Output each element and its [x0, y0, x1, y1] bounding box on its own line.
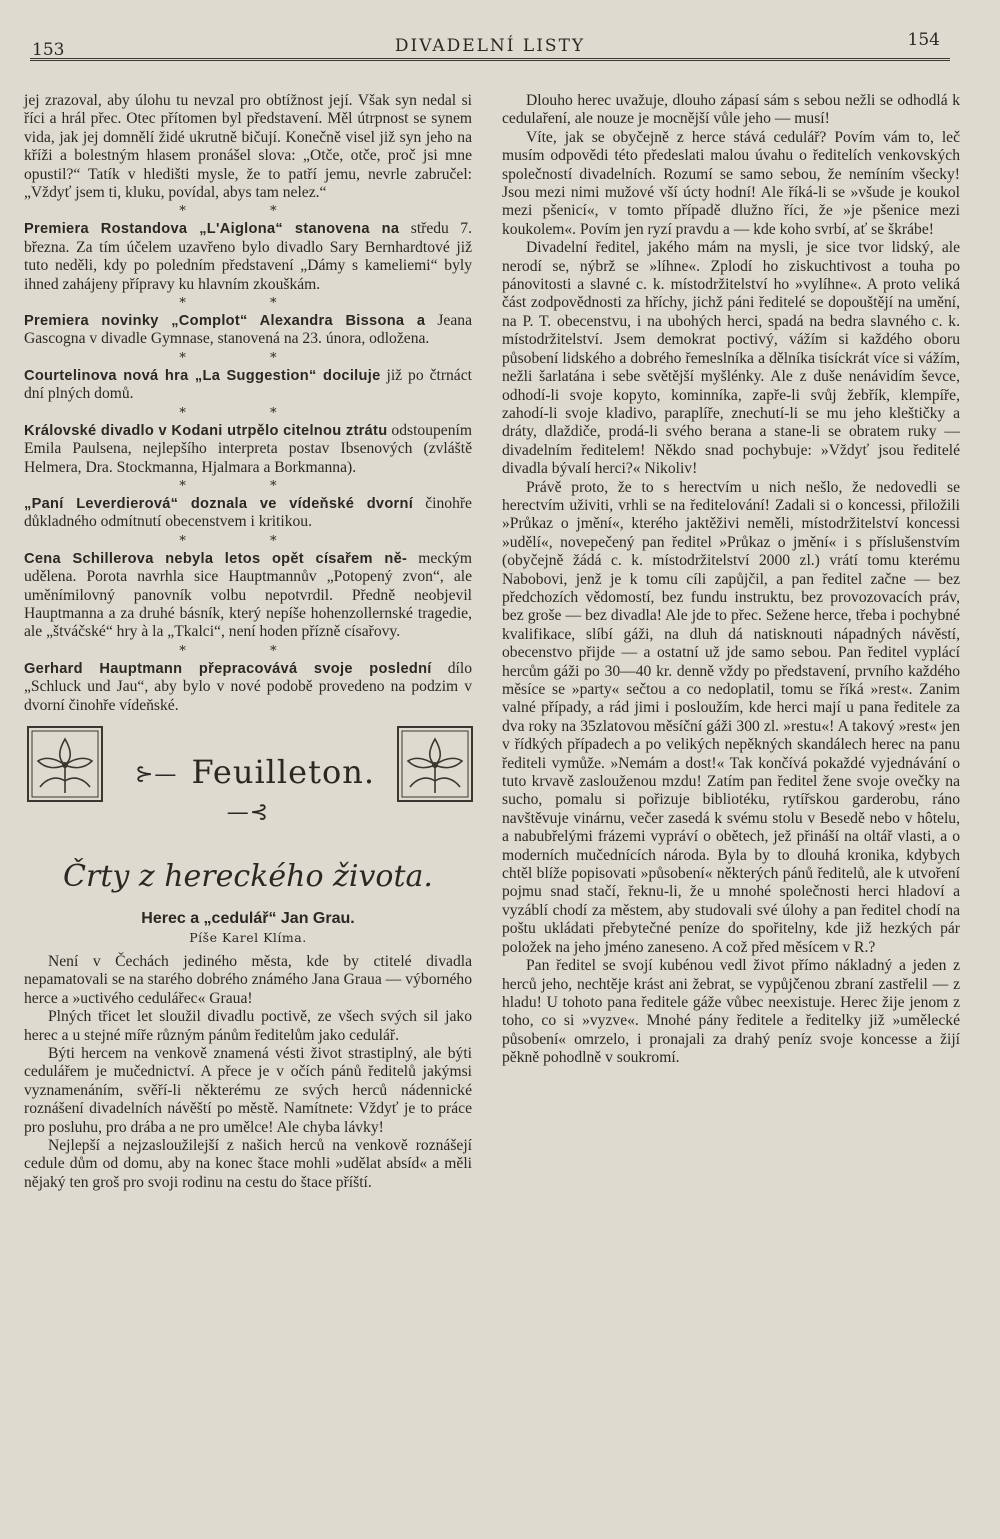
news-text: Jeana Gascogna v divadle Gymnase, stanovená na 23. února, odložena. — [24, 312, 472, 348]
article-paragraph: Býti hercem na venkově znamená vésti život strastiplný, ale býti cedulářem je mučednictví. A přece je v očích pánů ředitelů jakýmsi vyznamenáním, svěří-li některému ze svých herců nádennické roznášení divadelních návěští po městě. Namítnete: Vždyť je to práce pro posluhu, pro drába a ne pro umělce! Ale chyba lávky! — [24, 1045, 472, 1136]
right-column — [502, 92, 960, 1068]
separator: * * — [179, 533, 317, 549]
separator: * * — [179, 350, 317, 366]
news-item — [24, 367, 472, 404]
news-headline: Premiera novinky „Complot“ Alexandra Bissona a — [24, 313, 426, 330]
separator: * * — [179, 405, 317, 421]
article-author: Píše Karel Klíma. — [189, 929, 307, 945]
feuilleton-title: Feuilleton. — [191, 752, 375, 791]
news-text: meckým udělena. Porota navrhla sice Hauptmannův „Potopený zvon“, ale uměnímilovný panovník volbu nepotvrdil. Předně neobjevil Hauptmanna a za druhé básník, který nepíše hohenzollernské tragedie, ale „štváčské“ hry à la „Tkalci“, není hoden přízně císařovy. — [24, 549, 472, 641]
separator: * * — [179, 478, 317, 494]
news-text: dílo „Schluck und Jau“, aby bylo v nové podobě provedeno na podzim v dvorní činohře vídeňské. — [24, 659, 472, 714]
news-item — [24, 660, 472, 715]
feuilleton-title-row — [104, 753, 392, 829]
page-number-left: 153 — [32, 40, 65, 60]
news-item — [24, 495, 472, 532]
news-text: odstoupením Emila Paulsena, nejlepšího interpreta postav Ibsenových (zvláště Helmera, Dra. Stockmanna, Hjalmara a Borkmanna). — [24, 421, 472, 476]
article-paragraph: Není v Čechách jediného města, kde by ctitelé divadla nepamatovali se na starého dobrého známého Jana Graua — výborného herce a »uctivého cedulářec« Graua! — [24, 952, 472, 1007]
article-paragraph: Pan ředitel se svojí kubénou vedl život přímo nákladný a jeden z herců jeho, nechtěje krást ani žebrat, se vypůjčenou zbraní zastřelil — z hladu! U tohoto pana ředitele gáže vůbec neexistuje. Herec žije jenom z toho, co si »vyzve«. Mnohé pány ředitele a ředitelky již »umělecké působení« omrzelo, i pronajali za drahý peníz svoje koncesse a žijí pěkně pohodlně v soukromí. — [502, 957, 960, 1067]
news-headline: „Paní Leverdierová“ doznala ve vídeňské dvorní — [24, 495, 414, 512]
news-text: již po čtrnáct dní plných domů. — [24, 366, 472, 403]
news-headline: Premiera Rostandova „L'Aiglona“ stanovena na — [24, 221, 400, 238]
separator: * * — [179, 643, 317, 659]
news-item — [24, 220, 472, 294]
separator: * * — [179, 204, 317, 220]
article-paragraph: Právě proto, že to s herectvím u nich nešlo, že nedovedli se herectvím uživiti, vrhli se na ředitelování! Zadali si o koncessi, přiložili »Průkaz o jmění«, kterého jaktěživi neměli, místodržitelství koncessi »udělí«, novepečený pan ředitel »Průkaz o jmění« i s příslušenstvím (obyčejně žádá c. k. místodržitelství 2000 zl.) vrátí tomu kterému Nabobovi, jenž je k tomu cíli zapůjčil, a pan ředitel začne — bez předchozích vědomostí, bez fundu instruktu, bez provozovacích práv, bez groše — bez divadla! Ale jde to přec. Sežene herce, třeba i pochybné kvalifikace, slíbí gáži, na dluh dá natisknouti nápadných návěstí, obecenstvo přijde — a ostatní už jde samo sebou. Pan ředitel vyplácí hercům gáži po 30—40 kr. denně vždy po představení, prvního každého měsíce se »party« sečtou a co nedoplatil, tomu se říká »rest«. Zanim valné případy, a rád jimi i posloužím, kde herci mají u pana ředitele za dva roky na 35zlatovou měsíční gáži 300 zl. »restu«! A takový »rest« jen v řídkých případech a po velikých nepěkných skandálech herec na panu řediteli vymůže. »Nemám a dost!« Tak končívá pokaždé vyjednávání o tuto krvavě zaslouženou mzdu! Zatím pan ředitel žene svoje ovečky na sucho, pomalu si pořizuje bibliotéku, rytířskou garderobu, ráno navštěvuje vinárnu, večer zasedá k svému stolu v Besedě nebo v hôtelu, a nabubřelými frázemi vypráví o obětech, jež přináší na oltář vlasti, a o moderních mučednících národa. Byla by to dlouhá kronika, kdybych chtěl blíže popisovati »působení« některých pánů ředitelů, ale k utvoření pojmu snad stačí, řeknu-li, že u mnohé společnosti herci hladoví a vyzáblí chodí za městem, aby studovali své úlohy a pan ředitel chodí na poštu ukládati přebytečné peníze do spořitelny, kde již hezkých pár položek na jeho jméno zaneseno. A což před měsícem v R.? — [502, 478, 960, 956]
news-text: činohře důkladného odmítnutí obecenstvem i kritikou. — [24, 494, 472, 531]
page-header — [30, 30, 950, 64]
article-paragraph: Víte, jak se obyčejně z herce stává cedulář? Povím vám to, leč musím odpovědi této předeslati malou úvahu o ředitelích venkovských společností divadelních. Rozumí se samo sebou, že nemíním všecky! Jsou mezi nimi mužové vší úcty hodní! Ale říká-li se »všude je koukol mezi pšenicí«, v tomto případě dlužno říci, že »je pšenice mezi koukolem«. Povím jen ryzí pravdu a — kde koho svrbí, ať se škrábe! — [502, 128, 960, 238]
flower-ornament-icon — [396, 725, 474, 803]
flower-ornament-icon — [26, 725, 104, 803]
left-column — [24, 92, 472, 1192]
page-number-right: 154 — [907, 30, 940, 50]
separator: * * — [179, 296, 317, 312]
article-series-title: Črty z hereckého života. — [63, 858, 433, 894]
news-item — [24, 550, 472, 642]
news-headline: Královské divadlo v Kodani utrpělo citelnou ztrátu — [24, 422, 388, 439]
article-headline: Herec a „cedulář“ Jan Grau. — [141, 909, 355, 927]
header-rule — [30, 58, 950, 61]
news-text: středu 7. března. Za tím účelem uzavřeno bylo divadlo Sary Bernhardtové již tuto neděli, kdy po poledním představení „Dámy s kameliemi“ byly ihned zahájeny přípravy ku hlavním zkouškám. — [24, 220, 472, 293]
scroll-ornament-icon: ⊱— — [135, 761, 178, 787]
article-paragraph: Plných třicet let sloužil divadlu poctivě, ze všech svých sil jako herec a u stejné míře různým pánům ředitelům jako cedulář. — [24, 1008, 472, 1044]
news-headline: Cena Schillerova nebyla letos opět císařem ně- — [24, 550, 408, 567]
article-paragraph: Nejlepší a nejzasloužilejší z našich herců na venkově roznášejí cedule dům od domu, aby na konec štace mohli »udělat absíd« a měli nějaký ten groš pro svoji rodinu na cestu do štace příští. — [24, 1137, 472, 1191]
article-paragraph: Dlouho herec uvažuje, dlouho zápasí sám s sebou nežli se odhodlá k cedulaření, ale nouze je mocnější vůle jeho — musí! — [502, 92, 960, 128]
news-item — [24, 312, 472, 349]
news-headline: Gerhard Hauptmann přepracovává svoje poslední — [24, 660, 432, 677]
news-headline: Courtelinova nová hra „La Suggestion“ dociluje — [24, 367, 381, 384]
article-paragraph: Divadelní ředitel, jakého mám na mysli, je sice tvor lidský, ale nerodí se, nýbrž se »líhne«. Zplodí ho ziskuchtivost a touha po pánovitosti a slavné c. k. místodržitelství ho »vylíhne«. A proto veliká část zodpovědnosti za hříchy, jichž páni ředitelé se dopouštějí na umění, na P. T. obecenstvu, i na ubohých herci, spadá na bedra slavného c. k. místodržitelství. Jsem demokrat poctivý, vážím si každého oboru působení lidského a dobrého řemeslníka a dělníka tisíckrát více si vážím, nežli šarlatána i sebe světější myšlénky. Ale z duše nenávidím ševce, odhodí-li svoje kopyto, kominníka, zapře-li svůj žebřík, klempíře, zahodí-li svoje kladivo, paraplíře, znechutí-li se mu jeho kleštičky a dráty, dlaždiče, prodá-li svého berana a stane-li se obratem ruky — divadelním ředitelem! Někdo snad pochybuje: »Vždyť jsou ředitelé divadla bývalí herci?« Nikoliv! — [502, 239, 960, 478]
journal-title: DIVADELNÍ LISTY — [394, 36, 586, 56]
feuilleton-banner — [24, 725, 472, 853]
scroll-ornament-icon: —⊰ — [226, 799, 270, 825]
news-item — [24, 422, 472, 477]
intro-paragraph: jej zrazoval, aby úlohu tu nevzal pro obtížnost její. Však syn nedal si říci a hrál přec. Otec přítomen byl představení. Měl útrpnost se synem vida, jak jej domnělí židé ukrutně bičují. Konečně visel již syn jeho na kříži a bolestným hlasem pronášel slova: „Otče, otče, proč jsi mne opustil?“ Tatík v hledišti mysle, že to patří jemu, nevrle zabručel: „Vždyť jsem ti, kluku, povídal, abys tam nelez.“ — [24, 92, 472, 202]
